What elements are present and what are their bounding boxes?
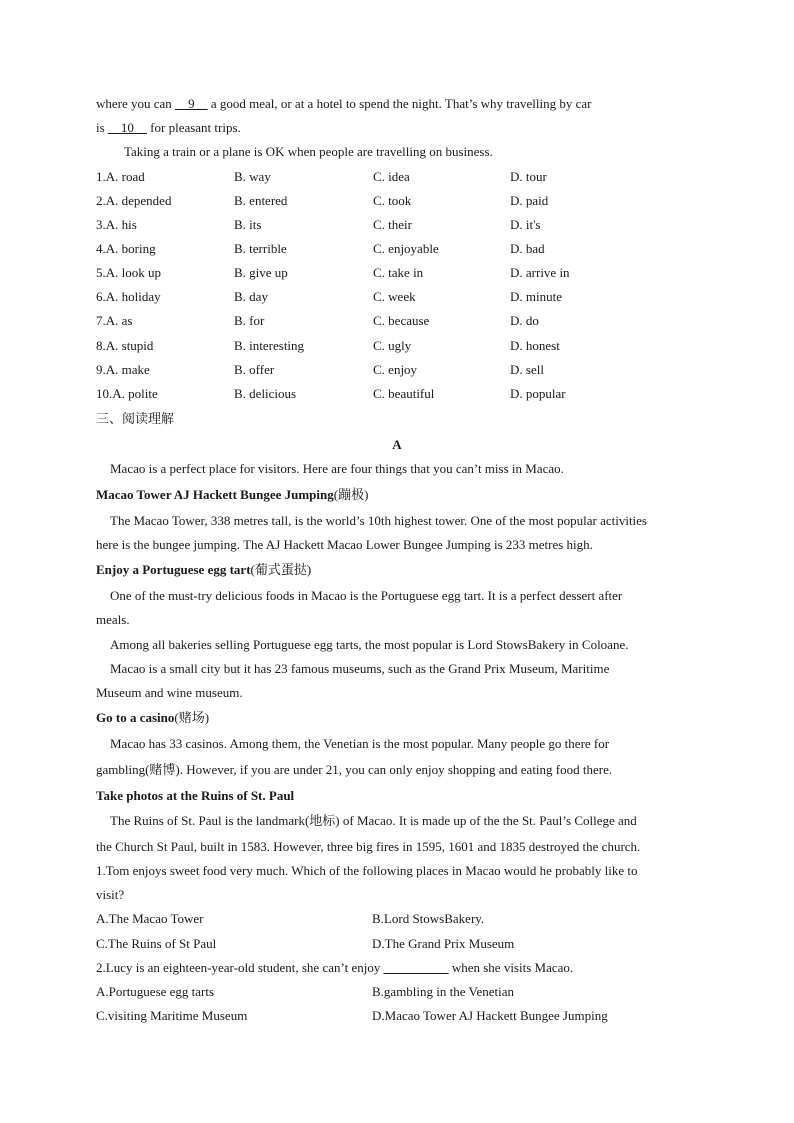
paragraph-line: Macao has 33 casinos. Among them, the Venetian is the most popular. Many people go there for <box>110 736 610 751</box>
option-b: B. delicious <box>234 386 297 401</box>
q1-option-b: B.Lord StowsBakery. <box>372 911 485 926</box>
paragraph-line: meals. <box>96 612 130 627</box>
subheading-casino: Go to a casino(赌场) <box>96 710 210 725</box>
q1-option-d: D.The Grand Prix Museum <box>372 936 515 951</box>
option-b: B. day <box>234 289 268 304</box>
answer-blank: __________ <box>383 960 449 975</box>
passage-line: Taking a train or a plane is OK when people are travelling on business. <box>124 144 493 159</box>
option-c: C. their <box>373 217 412 232</box>
question-1-cont: visit? <box>96 887 125 902</box>
option-b: B. terrible <box>234 241 287 256</box>
option-a: 5.A. look up <box>96 265 161 280</box>
paragraph-line: Macao is a small city but it has 23 famous museums, such as the Grand Prix Museum, Maritime <box>110 661 610 676</box>
option-b: B. for <box>234 313 265 328</box>
option-d: D. popular <box>510 386 566 401</box>
option-a: 8.A. stupid <box>96 338 154 353</box>
option-c: C. take in <box>373 265 424 280</box>
intro-paragraph: Macao is a perfect place for visitors. Here are four things that you can’t miss in Macao. <box>110 461 564 476</box>
q1-option-a: A.The Macao Tower <box>96 911 204 926</box>
answer-blank: __9__ <box>175 96 208 111</box>
subheading-egg-tart: Enjoy a Portuguese egg tart(葡式蛋挞) <box>96 562 312 577</box>
option-a: 4.A. boring <box>96 241 156 256</box>
option-d: D. sell <box>510 362 544 377</box>
option-a: 6.A. holiday <box>96 289 161 304</box>
paragraph-line: gambling(赌博). However, if you are under 21, you can only enjoy shopping and eating food there. <box>96 762 613 777</box>
q2-option-a: A.Portuguese egg tarts <box>96 984 215 999</box>
answer-blank: __10__ <box>107 120 147 135</box>
option-a: 1.A. road <box>96 169 145 184</box>
q2-option-b: B.gambling in the Venetian <box>372 984 515 999</box>
paragraph-line: The Macao Tower, 338 metres tall, is the world’s 10th highest tower. One of the most popular activities <box>110 513 647 528</box>
passage-line: where you can __9__ a good meal, or at a hotel to spend the night. That’s why travelling by car <box>96 96 592 111</box>
option-b: B. give up <box>234 265 288 280</box>
option-c: C. because <box>373 313 430 328</box>
question-2: 2.Lucy is an eighteen-year-old student, she can’t enjoy __________ when she visits Macao. <box>96 960 574 975</box>
option-c: C. beautiful <box>373 386 435 401</box>
passage-label: A <box>392 437 402 452</box>
question-1: 1.Tom enjoys sweet food very much. Which of the following places in Macao would he probably like to <box>96 863 638 878</box>
subheading-macao-tower: Macao Tower AJ Hackett Bungee Jumping(蹦极) <box>96 487 369 502</box>
option-b: B. its <box>234 217 262 232</box>
passage-line: is __10__ for pleasant trips. <box>96 120 241 135</box>
option-c: C. ugly <box>373 338 412 353</box>
option-d: D. do <box>510 313 539 328</box>
paragraph-line: The Ruins of St. Paul is the landmark(地标) of Macao. It is made up of the the St. Paul’s College and <box>110 813 637 828</box>
option-c: C. week <box>373 289 416 304</box>
option-c: C. enjoy <box>373 362 418 377</box>
option-d: D. tour <box>510 169 547 184</box>
option-a: 9.A. make <box>96 362 150 377</box>
option-d: D. bad <box>510 241 545 256</box>
option-a: 10.A. polite <box>96 386 158 401</box>
paragraph-line: One of the must-try delicious foods in Macao is the Portuguese egg tart. It is a perfect dessert after <box>110 588 623 603</box>
option-b: B. entered <box>234 193 288 208</box>
option-d: D. honest <box>510 338 560 353</box>
option-d: D. it's <box>510 217 541 232</box>
option-d: D. paid <box>510 193 549 208</box>
option-d: D. arrive in <box>510 265 570 280</box>
q1-option-c: C.The Ruins of St Paul <box>96 936 217 951</box>
option-c: C. idea <box>373 169 410 184</box>
section-heading: 三、阅读理解 <box>96 411 175 426</box>
option-b: B. offer <box>234 362 275 377</box>
q2-option-d: D.Macao Tower AJ Hackett Bungee Jumping <box>372 1008 608 1023</box>
paragraph-line: here is the bungee jumping. The AJ Hackett Macao Lower Bungee Jumping is 233 metres high. <box>96 537 593 552</box>
q2-option-c: C.visiting Maritime Museum <box>96 1008 248 1023</box>
option-b: B. way <box>234 169 271 184</box>
option-b: B. interesting <box>234 338 305 353</box>
option-a: 3.A. his <box>96 217 137 232</box>
option-c: C. enjoyable <box>373 241 439 256</box>
subheading-ruins: Take photos at the Ruins of St. Paul <box>96 788 295 803</box>
option-d: D. minute <box>510 289 562 304</box>
option-a: 7.A. as <box>96 313 133 328</box>
paragraph-line: Among all bakeries selling Portuguese egg tarts, the most popular is Lord StowsBakery in Coloane. <box>110 637 629 652</box>
option-a: 2.A. depended <box>96 193 172 208</box>
paragraph-line: Museum and wine museum. <box>96 685 243 700</box>
paragraph-line: the Church St Paul, built in 1583. However, three big fires in 1595, 1601 and 1835 destroyed the church. <box>96 839 641 854</box>
option-c: C. took <box>373 193 412 208</box>
